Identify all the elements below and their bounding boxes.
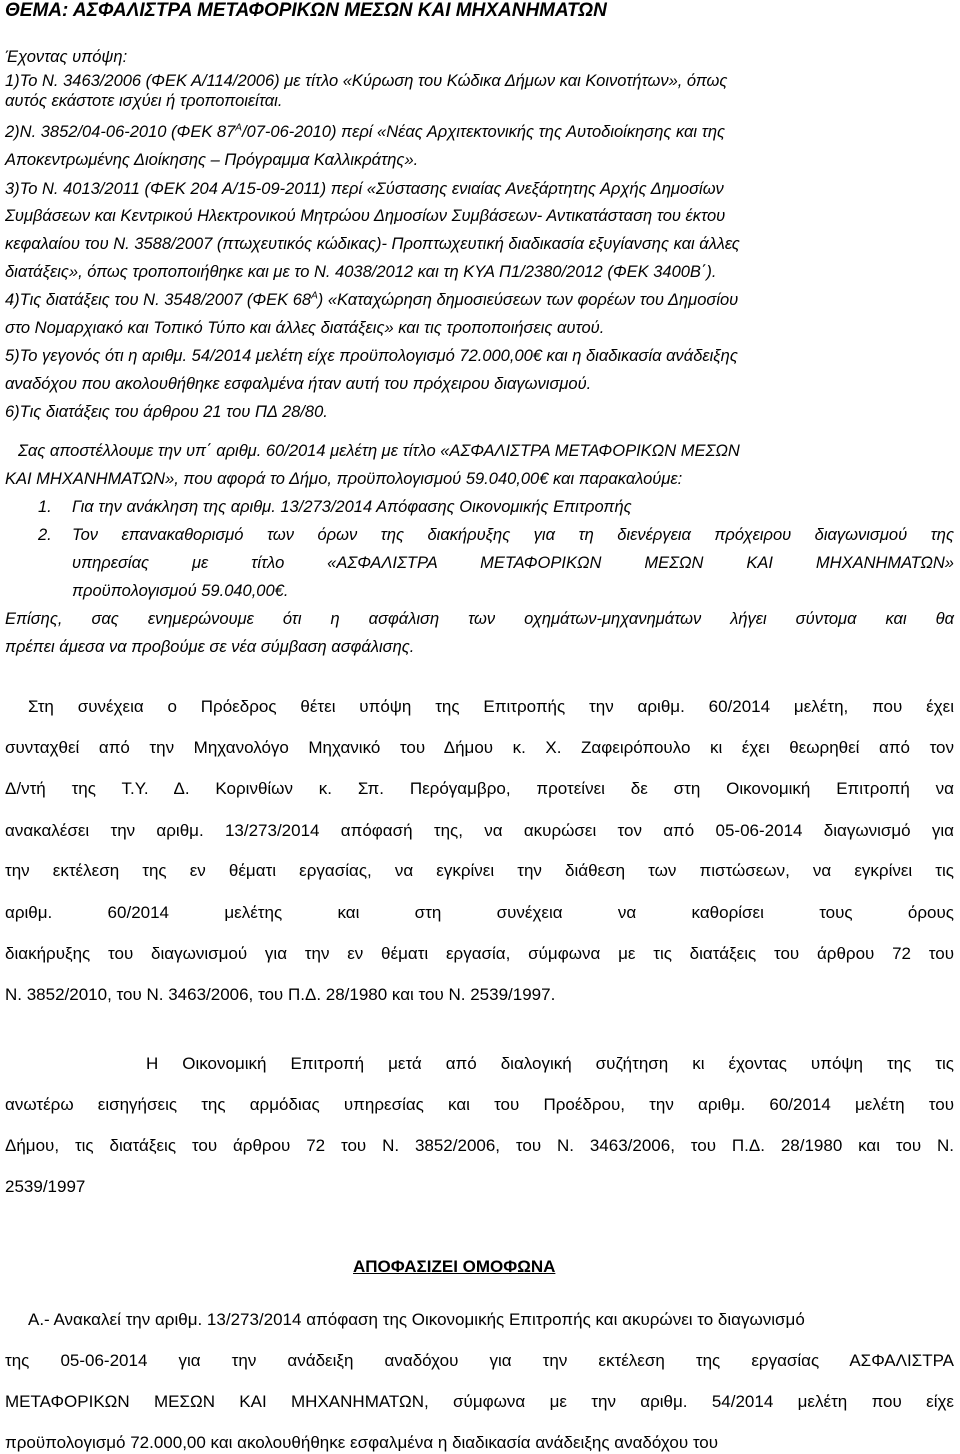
committee-para-line-4: 2539/1997 — [5, 1177, 86, 1196]
send-line-2: ΚΑΙ ΜΗΧΑΝΗΜΑΤΩΝ», που αφορά το Δήμο, προϋπολογισμού 59.040,00€ και παρακαλούμε: — [5, 470, 683, 488]
decision-para-line-4: προϋπολογισμό 72.000,00 και ακολουθήθηκε εσφαλμένα η διαδικασία ανάδειξης αναδόχου του — [5, 1433, 719, 1452]
president-para-line-3: Δ/ντή της Τ.Υ. Δ. Κορινθίων κ. Σπ. Περόγαμβρο, προτείνει δε στη Οικονομική Επιτροπή να — [5, 779, 954, 798]
considering-line-11: 5)Το γεγονός ότι η αριθμ. 54/2014 μελέτη είχε προϋπολογισμό 72.000,00€ και η διαδικασία ανάδειξης — [5, 347, 738, 365]
president-para-line-8: Ν. 3852/2010, του Ν. 3463/2006, του Π.Δ. 28/1980 και του Ν. 2539/1997. — [5, 985, 556, 1004]
decision-para-line-2: της 05-06-2014 για την ανάδειξη αναδόχου για την εκτέλεση της εργασίας ΑΣΦΑΛΙΣΤΡΑ — [5, 1351, 954, 1370]
list-item-1: Για την ανάκληση της αριθμ. 13/273/2014 Απόφασης Οικονομικής Επιτροπής — [72, 498, 632, 516]
president-para-line-5: την εκτέλεση της εν θέματι εργασίας, να εγκρίνει την διάθεση των πιστώσεων, να εγκρίνει τις — [5, 861, 954, 880]
decision-para-line-3: ΜΕΤΑΦΟΡΙΚΩΝ ΜΕΣΩΝ ΚΑΙ ΜΗΧΑΝΗΜΑΤΩΝ, σύμφωνα με την αριθμ. 54/2014 μελέτη που είχε — [5, 1392, 954, 1411]
considering-line-13: 6)Τις διατάξεις του άρθρου 21 του ΠΔ 28/80. — [5, 403, 328, 421]
committee-para-line-2: ανωτέρω εισηγήσεις της αρμόδιας υπηρεσίας και του Προέδρου, την αριθμ. 60/2014 μελέτη του — [5, 1095, 954, 1114]
considering-line-9: 4)Τις διατάξεις του Ν. 3548/2007 (ΦΕΚ $68^A$) «Καταχώρηση δημοσιεύσεων των φορέων του Δημοσίου — [5, 290, 739, 309]
president-para-line-1: Στη συνέχεια ο Πρόεδρος θέτει υπόψη της Επιτροπής την αριθμ. 60/2014 μελέτη, που έχει — [28, 697, 954, 716]
decision-heading: ΑΠΟΦΑΣΙΖΕΙ ΟΜΟΦΩΝΑ — [353, 1257, 556, 1276]
list-number-1: 1. — [38, 498, 52, 516]
considering-line-12: αναδόχου που ακολουθήθηκε εσφαλμένα ήταν αυτή του πρόχειρου διαγωνισμού. — [5, 375, 592, 393]
also-line-2: πρέπει άμεσα να προβούμε σε νέα σύμβαση ασφάλισης. — [5, 638, 415, 656]
considering-line-2: αυτός εκάστοτε ισχύει ή τροποποιείται. — [5, 92, 283, 110]
list-item-2-line-3: προϋπολογισμού 59.040,00€. — [72, 582, 289, 600]
also-line-1: Επίσης, σας ενημερώνουμε ότι η ασφάλιση των οχημάτων-μηχανημάτων λήγει σύντομα και θα — [5, 610, 954, 628]
considering-heading: Έχοντας υπόψη: — [5, 48, 128, 66]
considering-line-4: Αποκεντρωμένης Διοίκησης – Πρόγραμμα Καλλικράτης». — [5, 151, 419, 169]
committee-para-line-3: Δήμου, τις διατάξεις του άρθρου 72 του Ν. 3852/2006, του Ν. 3463/2006, του Π.Δ. 28/1980 και του Ν. — [5, 1136, 954, 1155]
president-para-line-4: ανακαλέσει την αριθμ. 13/273/2014 απόφασή της, να ακυρώσει τον από 05-06-2014 διαγωνισμό για — [5, 821, 954, 840]
decision-para-line-1: Α.- Ανακαλεί την αριθμ. 13/273/2014 απόφαση της Οικονομικής Επιτροπής και ακυρώνει το διαγωνισμό — [28, 1310, 805, 1329]
document-title: ΘΕΜΑ: ΑΣΦΑΛΙΣΤΡΑ ΜΕΤΑΦΟΡΙΚΩΝ ΜΕΣΩΝ ΚΑΙ ΜΗΧΑΝΗΜΑΤΩΝ — [5, 0, 607, 21]
considering-line-7: κεφαλαίου του Ν. 3588/2007 (πτωχευτικός κώδικας)- Προπτωχευτική διαδικασία εξυγίανσης και άλλες — [5, 235, 740, 253]
considering-line-8: διατάξεις», όπως τροποποιήθηκε και με το Ν. 4038/2012 και τη ΚΥΑ Π1/2380/2012 (ΦΕΚ 3400Β΄). — [5, 263, 717, 281]
list-number-2: 2. — [38, 526, 52, 544]
considering-line-10: στο Νομαρχιακό και Τοπικό Τύπο και άλλες διατάξεις» και τις τροποποιήσεις αυτού. — [5, 319, 605, 337]
considering-line-3: 2)Ν. 3852/04-06-2010 (ΦΕΚ $87^A/07-06-2010$) περί «Νέας Αρχιτεκτονικής της Αυτοδιοίκησης και της — [5, 122, 726, 141]
president-para-line-7: διακήρυξης του διαγωνισμού για την εν θέματι εργασία, σύμφωνα με τις διατάξεις του άρθρου 72 του — [5, 944, 954, 963]
considering-line-5: 3)Το Ν. 4013/2011 (ΦΕΚ 204 Α/15-09-2011) περί «Σύστασης ενιαίας Ανεξάρτητης Αρχής Δημοσίων — [5, 180, 724, 198]
send-line-1: Σας αποστέλλουμε την υπ΄ αριθμ. 60/2014 μελέτη με τίτλο «ΑΣΦΑΛΙΣΤΡΑ ΜΕΤΑΦΟΡΙΚΩΝ ΜΕΣΩΝ — [18, 442, 740, 460]
list-item-2-line-1: Τον επανακαθορισμό των όρων της διακήρυξης για τη διενέργεια πρόχειρου διαγωνισμού της — [72, 526, 954, 544]
president-para-line-2: συνταχθεί από την Μηχανολόγο Μηχανικό του Δήμου κ. Χ. Ζαφειρόπουλο κι έχει θεωρηθεί από τον — [5, 738, 954, 757]
president-para-line-6: αριθμ. 60/2014 μελέτης και στη συνέχεια να καθορίσει τους όρους — [5, 903, 954, 922]
committee-para-line-1: Η Οικονομική Επιτροπή μετά από διαλογική συζήτηση κι έχοντας υπόψη της τις — [146, 1054, 954, 1073]
considering-line-6: Συμβάσεων και Κεντρικού Ηλεκτρονικού Μητρώου Δημοσίων Συμβάσεων- Αντικατάσταση του έκτου — [5, 207, 726, 225]
considering-line-1: 1)Το Ν. 3463/2006 (ΦΕΚ Α/114/2006) με τίτλο «Κύρωση του Κώδικα Δήμων και Κοινοτήτων», όπως — [5, 72, 728, 90]
list-item-2-line-2: υπηρεσίας με τίτλο «ΑΣΦΑΛΙΣΤΡΑ ΜΕΤΑΦΟΡΙΚΩΝ ΜΕΣΩΝ ΚΑΙ ΜΗΧΑΝΗΜΑΤΩΝ» — [72, 554, 954, 572]
